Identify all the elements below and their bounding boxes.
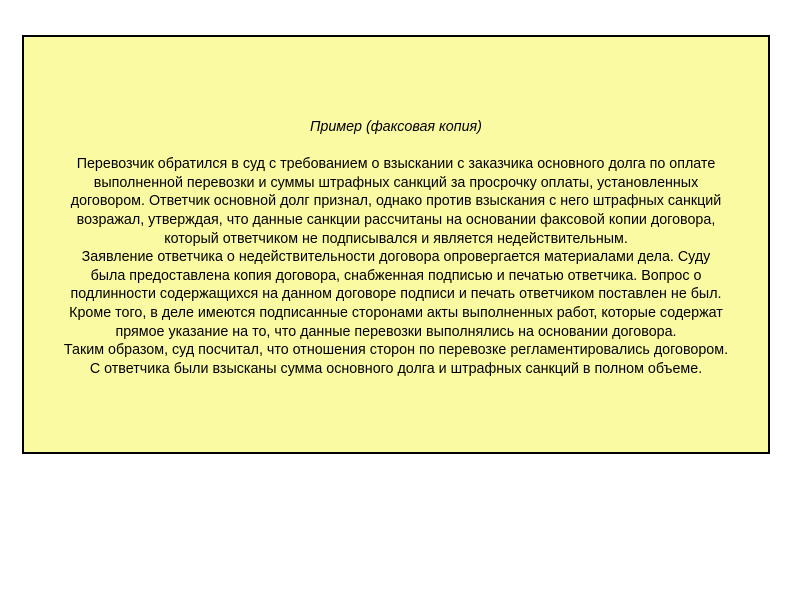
text-line: Заявление ответчика о недействительности договора опровергается материалами дела. Суду	[81, 249, 711, 266]
text-line: Таким образом, суд посчитал, что отношения сторон по перевозке регламентировались договором.	[63, 342, 729, 359]
text-line: прямое указание на то, что данные перевозки выполнялись на основании договора.	[115, 323, 677, 340]
example-text	[24, 118, 768, 378]
text-line: С ответчика были взысканы сумма основного долга и штрафных санкций в полном объеме.	[89, 360, 703, 377]
example-title: Пример (факсовая копия)	[310, 119, 482, 135]
text-line: Перевозчик обратился в суд с требованием о взыскании с заказчика основного долга по оплате	[76, 156, 716, 173]
example-text-box	[22, 35, 770, 454]
text-line: возражал, утверждая, что данные санкции рассчитаны на основании факсовой копии договора,	[76, 211, 716, 228]
text-line: подлинности содержащихся на данном договоре подписи и печать ответчиком поставлен не был.	[70, 286, 722, 303]
text-line: была предоставлена копия договора, снабженная подписью и печатью ответчика. Вопрос о	[90, 267, 702, 284]
blank-line	[24, 137, 768, 156]
text-line: Кроме того, в деле имеются подписанные сторонами акты выполненных работ, которые содержат	[69, 304, 723, 321]
text-line: который ответчиком не подписывался и является недействительным.	[164, 230, 628, 247]
text-line: договором. Ответчик основной долг признал, однако против взыскания с него штрафных санкций	[70, 193, 722, 210]
text-line: выполненной перевозки и суммы штрафных санкций за просрочку оплаты, установленных	[93, 174, 699, 191]
